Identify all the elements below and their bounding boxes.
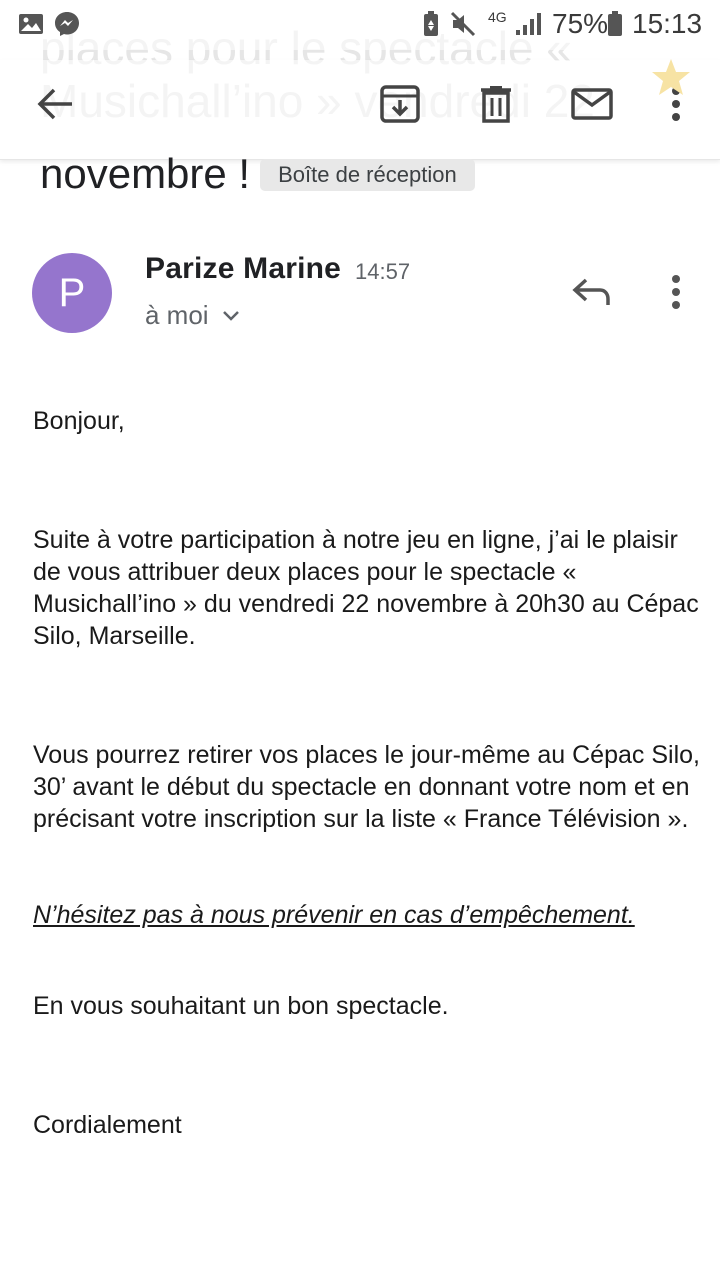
chevron-down-icon (221, 309, 241, 323)
app-bar (0, 60, 720, 160)
back-button[interactable] (29, 78, 81, 130)
sender-name: Parize Marine (145, 252, 342, 285)
message-time: 14:57 (355, 259, 411, 284)
network-type: 4G (488, 9, 507, 25)
subject-line-3 (40, 150, 475, 198)
more-icon (671, 274, 681, 310)
star-icon[interactable] (650, 56, 692, 98)
recipient-details[interactable] (145, 300, 241, 331)
archive-button[interactable] (374, 78, 426, 130)
reply-icon (572, 277, 612, 307)
signal-icon (514, 12, 544, 36)
recipient-label: à moi (145, 300, 209, 330)
gallery-icon (18, 13, 44, 35)
battery-icon (606, 10, 624, 38)
paragraph-2: Vous pourrez retirer vos places le jour-même au Cépac Silo, 30’ avant le début du spectacle en donnant votre nom et en précisant votre inscription sur la liste « France Télévision ». (33, 741, 700, 833)
status-bar (0, 0, 720, 50)
clock: 15:13 (632, 8, 703, 39)
battery-percent: 75% (552, 8, 609, 39)
paragraph-3: N’hésitez pas à nous prévenir en cas d’empêchement. (33, 901, 635, 929)
delete-button[interactable] (470, 78, 522, 130)
battery-saver-icon (422, 10, 440, 38)
inbox-label-chip[interactable]: Boîte de réception (260, 159, 475, 191)
delete-icon (479, 85, 513, 123)
reply-button[interactable] (566, 266, 618, 318)
closing: Cordialement (33, 1111, 182, 1139)
message-more-button[interactable] (650, 266, 702, 318)
messenger-icon (54, 11, 80, 37)
avatar[interactable]: P (32, 253, 112, 333)
paragraph-4: En vous souhaitant un bon spectacle. (33, 992, 449, 1020)
greeting: Bonjour, (33, 407, 125, 435)
back-arrow-icon (36, 87, 74, 121)
mark-unread-icon (571, 88, 613, 120)
mute-icon (450, 11, 476, 37)
subject-text: novembre ! (40, 150, 251, 197)
archive-icon (380, 85, 420, 123)
mark-unread-button[interactable] (566, 78, 618, 130)
paragraph-1: Suite à votre participation à notre jeu en ligne, j’ai le plaisir de vous attribuer deux places pour le spectacle « Musichall’ino » du vendredi 22 novembre à 20h30 au Cépac Silo, Marseille. (33, 526, 699, 650)
